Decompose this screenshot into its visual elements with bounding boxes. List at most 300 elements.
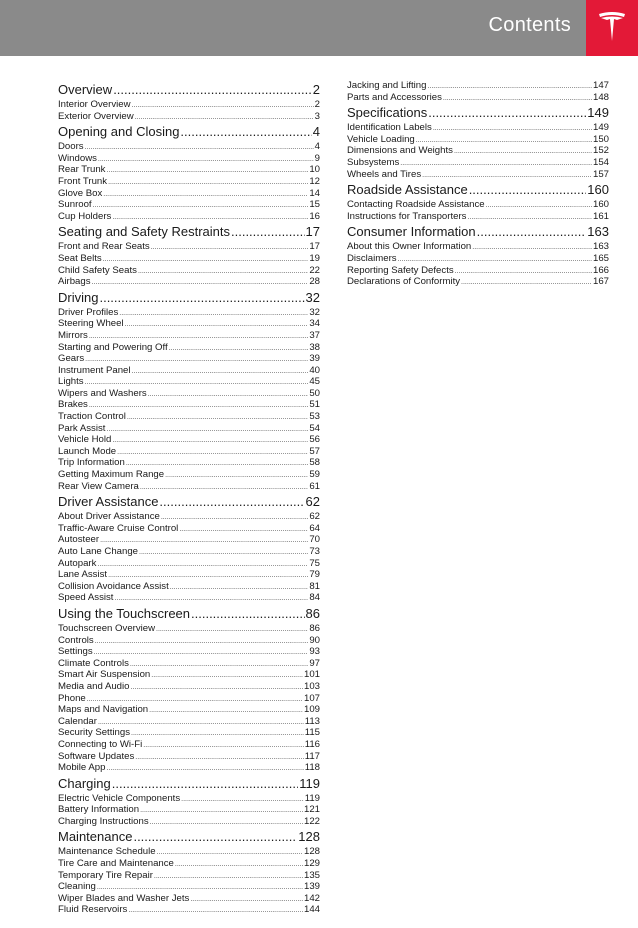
toc-entry-title: Collision Avoidance Assist xyxy=(58,580,169,592)
toc-entry-title: Smart Air Suspension xyxy=(58,669,151,681)
toc-entry[interactable] xyxy=(58,704,320,716)
toc-entry-page: 167 xyxy=(592,276,609,288)
toc-entry[interactable] xyxy=(347,211,609,223)
dot-leader xyxy=(161,512,308,524)
toc-entry-page: 150 xyxy=(592,133,609,145)
dot-leader xyxy=(131,728,304,740)
toc-entry[interactable] xyxy=(58,881,320,893)
toc-entry-title: Park Assist xyxy=(58,422,106,434)
dot-leader xyxy=(157,847,303,859)
toc-entry[interactable] xyxy=(347,265,609,277)
dot-leader xyxy=(486,200,592,212)
toc-entry-page: 32 xyxy=(305,289,320,305)
dot-leader xyxy=(132,100,314,112)
toc-entry-page: 122 xyxy=(303,815,320,827)
toc-entry-page: 32 xyxy=(309,306,320,318)
toc-entry-page: 144 xyxy=(303,904,320,916)
dot-leader xyxy=(400,158,592,170)
dot-leader xyxy=(148,389,309,401)
toc-entry-page: 15 xyxy=(309,199,320,211)
dot-leader xyxy=(165,470,308,482)
dot-leader xyxy=(428,103,586,122)
toc-entry[interactable] xyxy=(58,592,320,604)
toc-entry[interactable] xyxy=(58,153,320,165)
toc-entry[interactable] xyxy=(58,635,320,647)
toc-entry-page: 119 xyxy=(304,792,320,804)
toc-entry-title: Launch Mode xyxy=(58,445,117,457)
toc-entry[interactable] xyxy=(58,176,320,188)
toc-entry-page: 38 xyxy=(309,341,320,353)
toc-entry[interactable] xyxy=(58,904,320,916)
toc-entry[interactable] xyxy=(58,141,320,153)
toc-entry-title: Vehicle Loading xyxy=(347,133,415,145)
toc-entry-title: Auto Lane Change xyxy=(58,546,139,557)
toc-entry[interactable] xyxy=(347,92,609,104)
toc-entry-title: Consumer Information xyxy=(347,224,476,240)
toc-entry-page: 93 xyxy=(309,646,320,658)
dot-leader xyxy=(138,266,308,278)
toc-entry[interactable] xyxy=(58,804,320,816)
toc-entry[interactable] xyxy=(347,276,609,288)
toc-entry-page: 61 xyxy=(309,480,320,492)
toc-entry-title: Wipers and Washers xyxy=(58,387,147,399)
toc-entry[interactable] xyxy=(347,122,609,134)
toc-entry-title: Mirrors xyxy=(58,329,88,341)
toc-section-entry[interactable] xyxy=(58,80,320,99)
toc-entry-title: Controls xyxy=(58,634,94,646)
toc-entry-title: Exterior Overview xyxy=(58,110,134,122)
toc-entry-page: 152 xyxy=(592,145,609,157)
toc-right-column xyxy=(347,80,609,288)
toc-entry[interactable] xyxy=(347,134,609,146)
toc-entry-title: Vehicle Hold xyxy=(58,434,112,446)
toc-entry-title: Windows xyxy=(58,152,97,164)
toc-entry-page: 56 xyxy=(309,434,320,446)
toc-entry-page: 2 xyxy=(314,99,320,110)
toc-section-entry[interactable] xyxy=(347,180,609,199)
dot-leader xyxy=(103,189,308,201)
toc-entry-page: 17 xyxy=(309,241,320,253)
toc-entry[interactable] xyxy=(58,816,320,828)
toc-entry[interactable] xyxy=(58,199,320,211)
toc-entry-page: 109 xyxy=(303,704,320,716)
dot-leader xyxy=(433,123,592,135)
dot-leader xyxy=(112,774,299,793)
toc-entry-page: 81 xyxy=(309,580,320,592)
toc-entry[interactable] xyxy=(58,253,320,265)
dot-leader xyxy=(169,343,309,355)
toc-entry-title: Getting Maximum Range xyxy=(58,469,165,481)
dot-leader xyxy=(477,222,587,241)
toc-entry-page: 19 xyxy=(309,252,320,264)
toc-entry-page: 79 xyxy=(309,569,320,581)
toc-entry-title: Speed Assist xyxy=(58,592,114,604)
toc-entry[interactable] xyxy=(347,199,609,211)
toc-entry[interactable] xyxy=(347,80,609,92)
toc-entry-page: 142 xyxy=(303,892,320,904)
dot-leader xyxy=(112,435,308,447)
toc-entry-title: Subsystems xyxy=(347,156,400,168)
toc-entry-page: 160 xyxy=(587,182,609,198)
toc-entry[interactable] xyxy=(347,241,609,253)
toc-entry-title: Child Safety Seats xyxy=(58,264,137,276)
toc-entry-page: 70 xyxy=(309,534,320,546)
toc-entry[interactable] xyxy=(58,762,320,774)
toc-entry-page: 148 xyxy=(592,91,609,103)
dot-leader xyxy=(113,80,312,99)
toc-entry-page: 149 xyxy=(587,105,609,121)
toc-entry-page: 139 xyxy=(303,881,320,893)
dot-leader xyxy=(181,794,304,806)
toc-entry[interactable] xyxy=(58,658,320,670)
toc-entry[interactable] xyxy=(58,681,320,693)
toc-entry-page: 165 xyxy=(592,252,609,264)
toc-entry-page: 2 xyxy=(312,82,320,97)
toc-entry-title: Seating and Safety Restraints xyxy=(58,224,230,240)
toc-entry-page: 17 xyxy=(305,224,320,240)
toc-entry[interactable] xyxy=(58,365,320,377)
toc-entry-title: Temporary Tire Repair xyxy=(58,869,153,881)
dot-leader xyxy=(154,871,303,883)
toc-entry-title: Charging xyxy=(58,775,111,791)
toc-entry[interactable] xyxy=(58,523,320,535)
toc-entry[interactable] xyxy=(347,145,609,157)
toc-entry-page: 53 xyxy=(309,411,320,423)
dot-leader xyxy=(133,827,297,846)
toc-entry-page: 118 xyxy=(304,762,320,774)
toc-entry[interactable] xyxy=(58,751,320,763)
dot-leader xyxy=(127,412,308,424)
dot-leader xyxy=(151,242,309,254)
toc-section-entry[interactable] xyxy=(58,604,320,623)
dot-leader xyxy=(156,624,308,636)
toc-entry-page: 54 xyxy=(309,422,320,434)
toc-entry-title: About this Owner Information xyxy=(347,241,472,253)
toc-entry[interactable] xyxy=(58,846,320,858)
toc-entry-title: Seat Belts xyxy=(58,252,102,264)
toc-entry-title: Glove Box xyxy=(58,187,103,199)
toc-entry-page: 86 xyxy=(309,622,320,634)
toc-entry-page: 57 xyxy=(309,445,320,457)
toc-entry[interactable] xyxy=(58,164,320,176)
toc-entry-title: Using the Touchscreen xyxy=(58,605,191,621)
dot-leader xyxy=(108,177,308,189)
page-title: Contents xyxy=(488,14,571,36)
toc-entry-page: 86 xyxy=(305,605,320,621)
dot-leader xyxy=(106,165,308,177)
dot-leader xyxy=(427,81,592,93)
toc-left-column xyxy=(58,80,320,916)
toc-entry-page: 40 xyxy=(309,364,320,376)
toc-entry-page: 129 xyxy=(303,858,320,870)
toc-entry-title: Connecting to Wi-Fi xyxy=(58,738,143,750)
toc-entry-title: Steering Wheel xyxy=(58,318,124,330)
toc-entry[interactable] xyxy=(58,388,320,400)
toc-entry-title: Mobile App xyxy=(58,762,106,774)
toc-entry-title: Rear View Camera xyxy=(58,480,139,492)
toc-entry[interactable] xyxy=(58,276,320,288)
toc-entry-title: Declarations of Conformity xyxy=(347,276,461,288)
toc-entry-title: Traction Control xyxy=(58,411,126,423)
toc-entry-title: Autopark xyxy=(58,557,97,569)
toc-entry-page: 51 xyxy=(309,399,320,411)
toc-entry-title: Lane Assist xyxy=(58,569,108,581)
toc-entry-title: Media and Audio xyxy=(58,680,130,692)
toc-entry[interactable] xyxy=(58,342,320,354)
toc-entry-page: 4 xyxy=(312,124,320,140)
toc-entry-title: Front Trunk xyxy=(58,175,108,187)
dot-leader xyxy=(98,154,314,166)
dot-leader xyxy=(135,752,303,764)
toc-entry[interactable] xyxy=(58,307,320,319)
toc-entry-title: Instrument Panel xyxy=(58,364,131,376)
dot-leader xyxy=(469,180,587,199)
toc-entry[interactable] xyxy=(58,111,320,123)
toc-entry[interactable] xyxy=(347,253,609,265)
toc-entry-page: 128 xyxy=(303,846,320,858)
toc-entry-page: 157 xyxy=(592,168,609,180)
toc-entry[interactable] xyxy=(58,434,320,446)
toc-section-entry[interactable] xyxy=(58,122,320,141)
dot-leader xyxy=(130,682,303,694)
toc-entry-title: Driver Assistance xyxy=(58,494,159,510)
toc-entry-title: Rear Trunk xyxy=(58,164,106,176)
toc-entry-title: Contacting Roadside Assistance xyxy=(347,199,485,211)
toc-entry-title: Roadside Assistance xyxy=(347,182,468,198)
toc-entry-title: Maintenance Schedule xyxy=(58,846,156,858)
toc-entry-page: 147 xyxy=(592,80,609,91)
toc-entry-page: 28 xyxy=(309,276,320,288)
toc-entry-page: 97 xyxy=(309,657,320,669)
toc-entry-title: Climate Controls xyxy=(58,657,129,669)
toc-entry-page: 103 xyxy=(303,680,320,692)
toc-entry[interactable] xyxy=(58,669,320,681)
toc-entry-title: Settings xyxy=(58,646,93,658)
toc-entry-page: 50 xyxy=(309,387,320,399)
toc-entry[interactable] xyxy=(58,376,320,388)
dot-leader xyxy=(180,122,311,141)
toc-entry[interactable] xyxy=(58,623,320,635)
toc-entry[interactable] xyxy=(347,157,609,169)
dot-leader xyxy=(191,604,305,623)
toc-section-entry[interactable] xyxy=(347,222,609,241)
toc-entry[interactable] xyxy=(58,870,320,882)
toc-entry-page: 12 xyxy=(309,175,320,187)
tesla-logo-icon xyxy=(597,11,627,43)
dot-leader xyxy=(455,266,592,278)
dot-leader xyxy=(97,559,308,571)
toc-entry[interactable] xyxy=(58,569,320,581)
toc-entry-title: Jacking and Lifting xyxy=(347,80,427,91)
toc-entry-title: Trip Information xyxy=(58,457,125,469)
toc-entry-title: Cleaning xyxy=(58,881,96,893)
toc-entry-title: Gears xyxy=(58,353,85,365)
toc-entry-page: 10 xyxy=(309,164,320,176)
toc-entry-page: 166 xyxy=(592,264,609,276)
toc-entry[interactable] xyxy=(58,511,320,523)
toc-entry-title: Software Updates xyxy=(58,750,135,762)
dot-leader xyxy=(106,424,308,436)
toc-entry-title: Tire Care and Maintenance xyxy=(58,858,174,870)
toc-entry[interactable] xyxy=(58,858,320,870)
dot-leader xyxy=(231,222,305,241)
toc-entry-page: 119 xyxy=(299,775,320,791)
toc-entry-title: Dimensions and Weights xyxy=(347,145,453,157)
dot-leader xyxy=(140,805,303,817)
toc-entry-title: Touchscreen Overview xyxy=(58,622,156,634)
toc-entry-page: 16 xyxy=(309,210,320,222)
toc-entry-title: Battery Information xyxy=(58,804,140,816)
toc-entry[interactable] xyxy=(58,241,320,253)
toc-entry-page: 115 xyxy=(304,727,320,739)
toc-entry[interactable] xyxy=(58,546,320,558)
toc-entry-title: Driving xyxy=(58,289,99,305)
dot-leader xyxy=(149,705,303,717)
dot-leader xyxy=(454,146,592,158)
toc-entry[interactable] xyxy=(58,893,320,905)
toc-entry-page: 116 xyxy=(304,738,320,750)
toc-entry[interactable] xyxy=(58,469,320,481)
toc-entry-page: 75 xyxy=(309,557,320,569)
toc-entry[interactable] xyxy=(58,793,320,805)
dot-leader xyxy=(461,277,592,289)
toc-entry[interactable] xyxy=(58,330,320,342)
toc-entry[interactable] xyxy=(58,739,320,751)
toc-entry-title: Wiper Blades and Washer Jets xyxy=(58,892,190,904)
toc-entry-page: 117 xyxy=(304,750,320,762)
toc-entry[interactable] xyxy=(58,558,320,570)
toc-entry[interactable] xyxy=(58,318,320,330)
toc-entry[interactable] xyxy=(58,99,320,111)
toc-entry-page: 84 xyxy=(309,592,320,604)
toc-entry-title: Calendar xyxy=(58,715,97,727)
toc-section-entry[interactable] xyxy=(58,774,320,793)
toc-entry-title: About Driver Assistance xyxy=(58,511,160,523)
toc-section-entry[interactable] xyxy=(347,103,609,122)
dot-leader xyxy=(139,547,308,559)
toc-entry[interactable] xyxy=(58,727,320,739)
toc-entry-page: 101 xyxy=(303,669,320,681)
toc-entry-page: 128 xyxy=(298,829,320,845)
toc-entry-page: 149 xyxy=(592,122,609,134)
header-bar xyxy=(0,0,638,56)
toc-entry-title: Instructions for Transporters xyxy=(347,210,467,222)
toc-entry-page: 154 xyxy=(592,156,609,168)
dot-leader xyxy=(175,859,303,871)
toc-entry-page: 9 xyxy=(314,152,320,164)
toc-entry[interactable] xyxy=(58,534,320,546)
toc-entry-page: 90 xyxy=(309,634,320,646)
toc-entry-page: 3 xyxy=(314,110,320,122)
dot-leader xyxy=(130,659,308,671)
toc-entry-title: Identification Labels xyxy=(347,122,432,134)
toc-entry-page: 59 xyxy=(309,469,320,481)
toc-entry-title: Security Settings xyxy=(58,727,130,739)
toc-entry[interactable] xyxy=(58,411,320,423)
toc-entry-title: Opening and Closing xyxy=(58,124,180,140)
toc-entry-page: 34 xyxy=(309,318,320,330)
toc-entry-title: Interior Overview xyxy=(58,99,131,110)
dot-leader xyxy=(159,492,304,511)
toc-entry-title: Maintenance xyxy=(58,829,133,845)
toc-entry-title: Parts and Accessories xyxy=(347,91,442,103)
dot-leader xyxy=(170,582,309,594)
toc-section-entry[interactable] xyxy=(58,492,320,511)
dot-leader xyxy=(117,447,308,459)
dot-leader xyxy=(125,319,309,331)
toc-entry-page: 161 xyxy=(592,210,609,222)
toc-entry-page: 163 xyxy=(587,224,609,240)
toc-section-entry[interactable] xyxy=(58,288,320,307)
toc-entry-title: Overview xyxy=(58,82,113,97)
dot-leader xyxy=(128,905,303,917)
dot-leader xyxy=(151,670,303,682)
toc-entry-page: 107 xyxy=(303,692,320,704)
toc-entry-title: Airbags xyxy=(58,276,91,288)
toc-entry-page: 39 xyxy=(309,353,320,365)
toc-entry-page: 58 xyxy=(309,457,320,469)
toc-entry-page: 45 xyxy=(309,376,320,388)
dot-leader xyxy=(472,242,592,254)
toc-entry-page: 73 xyxy=(309,546,320,557)
toc-section-entry[interactable] xyxy=(58,222,320,241)
toc-entry[interactable] xyxy=(58,646,320,658)
toc-entry[interactable] xyxy=(58,188,320,200)
toc-entry[interactable] xyxy=(58,457,320,469)
dot-leader xyxy=(93,200,309,212)
toc-entry-page: 22 xyxy=(309,264,320,276)
toc-entry[interactable] xyxy=(58,693,320,705)
toc-entry-title: Phone xyxy=(58,692,86,704)
toc-entry-title: Brakes xyxy=(58,399,88,411)
toc-entry-title: Fluid Reservoirs xyxy=(58,904,128,916)
toc-entry[interactable] xyxy=(58,211,320,223)
toc-entry[interactable] xyxy=(58,581,320,593)
toc-entry-title: Charging Instructions xyxy=(58,815,149,827)
toc-entry-page: 37 xyxy=(309,329,320,341)
toc-entry-title: Specifications xyxy=(347,105,428,121)
toc-section-entry[interactable] xyxy=(58,827,320,846)
dot-leader xyxy=(132,366,309,378)
toc-entry[interactable] xyxy=(58,446,320,458)
toc-entry[interactable] xyxy=(58,423,320,435)
toc-entry[interactable] xyxy=(58,481,320,493)
toc-entry-page: 121 xyxy=(303,804,320,816)
toc-entry-title: Electric Vehicle Components xyxy=(58,792,181,804)
toc-entry[interactable] xyxy=(58,353,320,365)
toc-entry[interactable] xyxy=(58,716,320,728)
toc-entry-page: 163 xyxy=(592,241,609,253)
toc-entry[interactable] xyxy=(347,169,609,181)
toc-entry[interactable] xyxy=(58,399,320,411)
toc-entry-page: 113 xyxy=(304,715,320,727)
toc-entry-title: Starting and Powering Off xyxy=(58,341,168,353)
toc-entry-title: Autosteer xyxy=(58,534,100,546)
dot-leader xyxy=(143,740,303,752)
toc-entry-title: Sunroof xyxy=(58,199,92,211)
toc-entry-title: Reporting Safety Defects xyxy=(347,264,454,276)
dot-leader xyxy=(190,894,303,906)
toc-entry-title: Lights xyxy=(58,376,84,388)
dot-leader xyxy=(85,142,314,154)
dot-leader xyxy=(95,636,309,648)
toc-entry[interactable] xyxy=(58,265,320,277)
dot-leader xyxy=(119,308,308,320)
toc-entry-page: 135 xyxy=(303,869,320,881)
toc-entry-page: 14 xyxy=(309,187,320,199)
toc-entry-title: Doors xyxy=(58,141,84,153)
toc-entry-page: 64 xyxy=(309,522,320,534)
